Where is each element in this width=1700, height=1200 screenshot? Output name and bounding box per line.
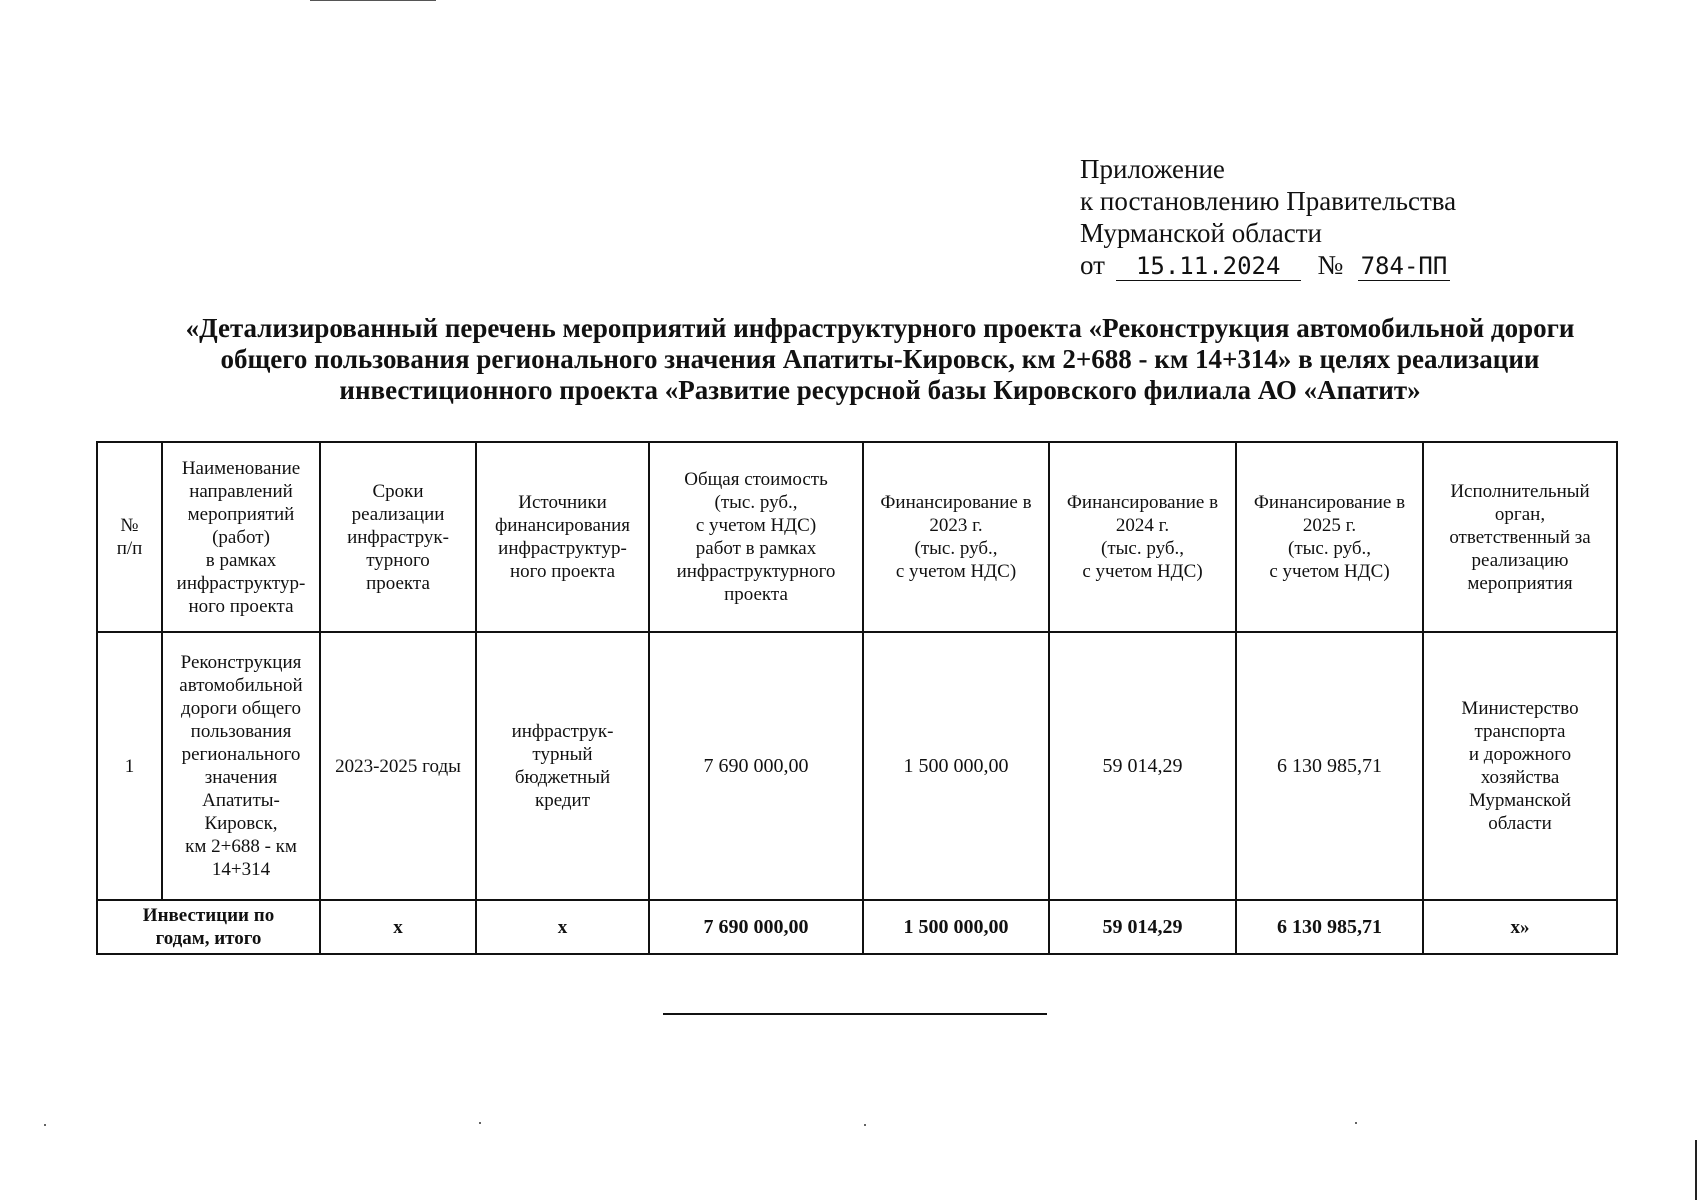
cell-text-line: (тыс. руб., (714, 492, 798, 513)
cell-text-line: Реконструкция (180, 652, 302, 673)
cell-text-line: Финансирование в (880, 492, 1032, 513)
header-fin-2025 (1236, 442, 1423, 632)
scan-speck (479, 1122, 481, 1124)
events-table (96, 441, 1618, 955)
cell-fin-2024: 59 014,29 (1049, 632, 1236, 900)
cell-text-line: мероприятий (187, 503, 295, 525)
cell-text-line: инфраструктур- (176, 572, 306, 594)
cell-text-line: годам, итого (155, 928, 262, 949)
header-fin-2023 (863, 442, 1049, 632)
cell-text-line: п/п (116, 538, 143, 559)
cell-text-line: 14+314 (211, 859, 271, 880)
cell-text-line: регионального (181, 744, 301, 765)
cell-executor (1423, 632, 1617, 900)
annex-line-1: Приложение (1080, 154, 1225, 184)
totals-row (97, 900, 1617, 954)
cell-text-line: Финансирование в (1253, 492, 1406, 513)
cell-text-line: финансирования (494, 515, 631, 536)
header-total-cost (649, 442, 863, 632)
cell-text-line: с учетом НДС) (1082, 561, 1203, 582)
cell-text-line: турного (366, 549, 430, 571)
cell-text-line: работ в рамках (695, 538, 817, 559)
cell-fin-2023: 1 500 000,00 (863, 632, 1049, 900)
top-scan-line (310, 0, 436, 1)
header-executor (1423, 442, 1617, 632)
cell-text-line: хозяйства (1480, 767, 1560, 788)
scan-speck (44, 1124, 46, 1126)
totals-executor: х» (1423, 900, 1617, 954)
resolution-number: 784-ПП (1358, 252, 1450, 281)
cell-text-line: проекта (366, 572, 430, 594)
header-terms (320, 442, 476, 632)
cell-text-line: (тыс. руб., (1288, 538, 1371, 559)
cell-text-line: Наименование (181, 457, 301, 479)
cell-text-line: (тыс. руб., (914, 538, 998, 559)
header-name (162, 442, 320, 632)
cell-text-line: турный (532, 744, 593, 765)
annex-line-2: к постановлению Правительства (1080, 186, 1457, 216)
cell-text-line: в рамках (205, 549, 277, 571)
totals-terms: х (320, 900, 476, 954)
cell-text-line: орган, (1494, 503, 1546, 525)
cell-text-line: 2024 г. (1115, 515, 1170, 536)
scan-speck (864, 1124, 866, 1126)
table-row (97, 632, 1617, 900)
cell-text-line: мероприятия (1467, 572, 1573, 594)
totals-label (97, 900, 320, 954)
cell-text-line: Сроки (372, 480, 424, 502)
cell-text-line: Инвестиции по (142, 905, 275, 926)
cell-text-line: ответственный за (1449, 526, 1591, 548)
cell-text-line: инфраструктурного (676, 561, 836, 582)
cell-text-line: с учетом НДС) (695, 515, 817, 536)
header-num (97, 442, 162, 632)
annex-line-3: Мурманской области (1080, 218, 1322, 248)
cell-text-line: значения (204, 767, 278, 788)
totals-fin-2023: 1 500 000,00 (863, 900, 1049, 954)
cell-num: 1 (97, 632, 162, 900)
cell-text-line: реализацию (1471, 549, 1569, 571)
resolution-date: 15.11.2024 (1116, 252, 1301, 281)
scan-speck (1355, 1122, 1357, 1124)
cell-text-line: (работ) (212, 526, 270, 548)
cell-text-line: Исполнительный (1450, 480, 1590, 502)
cell-text-line: пользования (190, 721, 292, 742)
cell-text-line: Кировск, (204, 813, 278, 834)
cell-text-line: Финансирование в (1066, 492, 1219, 513)
cell-text-line: транспорта (1474, 721, 1566, 742)
title-line-1: «Детализированный перечень мероприятий инфраструктурного проекта «Реконструкция автомобильной дороги (185, 313, 1575, 343)
cell-text-line: ного проекта (509, 561, 616, 582)
header-fin-2024 (1049, 442, 1236, 632)
number-sign: № (1317, 250, 1344, 280)
scan-edge-line (1695, 1140, 1697, 1200)
cell-text-line: автомобильной (179, 675, 303, 696)
cell-text-line: Министерство (1461, 698, 1579, 719)
title-line-3: инвестиционного проекта «Развитие ресурсной базы Кировского филиала АО «Апатит» (339, 375, 1421, 405)
cell-text-line: бюджетный (514, 767, 611, 788)
cell-text-line: дороги общего (181, 698, 301, 719)
table-header-row (97, 442, 1617, 632)
cell-text-line: № (120, 515, 139, 536)
cell-text-line: реализации (351, 503, 445, 525)
cell-text-line: с учетом НДС) (895, 561, 1017, 582)
header-sources (476, 442, 649, 632)
cell-name (162, 632, 320, 900)
cell-text-line: ного проекта (188, 595, 294, 617)
title-line-2: общего пользования регионального значения Апатиты-Кировск, км 2+688 - км 14+314» в целях реализации (220, 344, 1540, 374)
cell-text-line: с учетом НДС) (1269, 561, 1390, 582)
cell-text-line: направлений (189, 480, 293, 502)
bottom-separator-line (663, 1013, 1047, 1015)
cell-text-line: инфраструк- (511, 721, 614, 742)
cell-fin-2025: 6 130 985,71 (1236, 632, 1423, 900)
cell-text-line: проекта (724, 584, 788, 605)
cell-text-line: и дорожного (1468, 744, 1572, 765)
cell-terms: 2023-2025 годы (320, 632, 476, 900)
cell-total-cost: 7 690 000,00 (649, 632, 863, 900)
totals-sources: х (476, 900, 649, 954)
cell-text-line: Мурманской (1469, 790, 1571, 811)
cell-text-line: инфраструктур- (498, 538, 627, 559)
cell-text-line: области (1488, 813, 1552, 834)
date-prefix: от (1080, 250, 1105, 280)
document-title (100, 313, 1660, 406)
totals-fin-2025: 6 130 985,71 (1236, 900, 1423, 954)
annex-block (1080, 153, 1456, 281)
totals-total-cost: 7 690 000,00 (649, 900, 863, 954)
cell-text-line: Общая стоимость (684, 469, 828, 490)
cell-text-line: инфраструк- (347, 526, 449, 548)
cell-text-line: 2025 г. (1302, 515, 1357, 536)
cell-text-line: км 2+688 - км (185, 836, 297, 857)
cell-sources (476, 632, 649, 900)
cell-text-line: 2023 г. (929, 515, 983, 536)
cell-text-line: (тыс. руб., (1101, 538, 1184, 559)
annex-date-line (1080, 249, 1456, 281)
totals-fin-2024: 59 014,29 (1049, 900, 1236, 954)
cell-text-line: Апатиты- (202, 790, 280, 811)
cell-text-line: кредит (534, 790, 591, 811)
cell-text-line: Источники (518, 492, 607, 513)
